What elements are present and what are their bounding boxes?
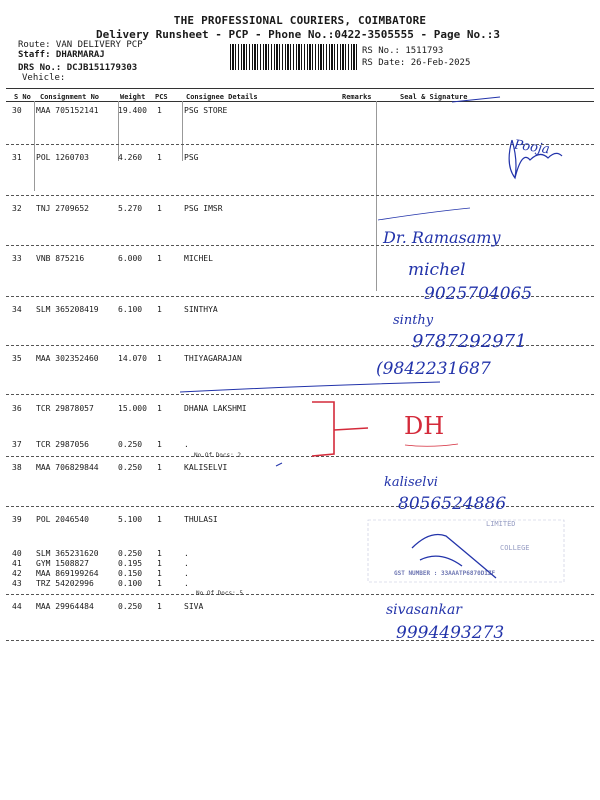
- row-weight: 15.000: [118, 404, 147, 413]
- row-consignment: POL 2046540: [36, 515, 89, 524]
- row-pcs: 1: [157, 602, 162, 611]
- row-weight: 5.100: [118, 515, 143, 524]
- row-consignee: .: [184, 440, 189, 449]
- row-weight: 14.070: [118, 354, 147, 363]
- row-pcs: 1: [157, 305, 162, 314]
- handwritten-signature: Dr. Ramasamy: [383, 228, 501, 247]
- handwritten-signature: Pooja: [513, 137, 551, 158]
- handwritten-name: sivasankar: [386, 602, 462, 618]
- ink-stroke: [378, 208, 470, 220]
- row-weight: 6.100: [118, 305, 143, 314]
- ink-stroke: [452, 97, 500, 102]
- col-remarks: Remarks: [342, 93, 372, 101]
- row-sno: 39: [12, 515, 22, 524]
- row-consignment: MAA 29964484: [36, 602, 94, 611]
- ink-stroke: [405, 444, 458, 446]
- row-sno: 35: [12, 354, 22, 363]
- row-sno: 32: [12, 204, 22, 213]
- col-seal-signature: Seal & Signature: [400, 93, 468, 101]
- row-consignment: GYM 1508827: [36, 559, 89, 568]
- rs-number: RS No.: 1511793: [362, 46, 444, 56]
- row-consignee: KALISELVI: [184, 463, 228, 472]
- handwritten-phone: 9787292971: [412, 331, 527, 352]
- stamp-gst-number: GST NUMBER : 33AAATP6870D1ZF: [394, 570, 496, 577]
- handwritten-phone: 9994493273: [396, 623, 505, 643]
- row-consignment: MAA 302352460: [36, 354, 99, 363]
- row-consignment: SLM 365208419: [36, 305, 99, 314]
- row-pcs: 1: [157, 404, 162, 413]
- row-sno: 43: [12, 579, 22, 588]
- col-sno: S No: [14, 93, 31, 101]
- row-consignment: MAA 869199264: [36, 569, 99, 578]
- row-weight: 0.150: [118, 569, 143, 578]
- row-weight: 19.400: [118, 106, 147, 115]
- row-consignment: POL 1260703: [36, 153, 89, 162]
- handwritten-mark: DH: [404, 412, 445, 440]
- staff-label: Staff: DHARMARAJ: [18, 50, 105, 60]
- row-consignment: SLM 365231620: [36, 549, 99, 558]
- row-sno: 37: [12, 440, 22, 449]
- row-sno: 41: [12, 559, 22, 568]
- row-pcs: 1: [157, 106, 162, 115]
- row-consignee: THULASI: [184, 515, 218, 524]
- handwritten-name: michel: [408, 260, 466, 280]
- row-sno: 36: [12, 404, 22, 413]
- row-pcs: 1: [157, 579, 162, 588]
- row-consignee: DHANA LAKSHMI: [184, 404, 247, 413]
- route-label: Route: VAN DELIVERY PCP: [18, 40, 143, 50]
- row-consignment: MAA 705152141: [36, 106, 99, 115]
- handwritten-name: kaliselvi: [384, 475, 438, 490]
- row-weight: 5.270: [118, 204, 143, 213]
- row-consignee: .: [184, 549, 189, 558]
- row-consignee: .: [184, 559, 189, 568]
- row-sno: 40: [12, 549, 22, 558]
- ink-stroke: [180, 382, 440, 392]
- row-weight: 0.100: [118, 579, 143, 588]
- row-sno: 38: [12, 463, 22, 472]
- handwritten-phone: 8056524886: [398, 494, 507, 514]
- row-consignment: TNJ 2709652: [36, 204, 89, 213]
- drs-number: DRS No.: DCJB151179303: [18, 63, 138, 73]
- row-consignee: SIVA: [184, 602, 204, 611]
- handwritten-name: sinthy: [393, 313, 434, 328]
- row-consignment: MAA 706829844: [36, 463, 99, 472]
- ink-stroke: [276, 463, 282, 466]
- row-consignee: PSG: [184, 153, 199, 162]
- col-weight: Weight: [120, 93, 146, 101]
- rs-date: RS Date: 26-Feb-2025: [362, 58, 471, 68]
- row-consignment: VNB 875216: [36, 254, 85, 263]
- row-sno: 33: [12, 254, 22, 263]
- row-sno: 42: [12, 569, 22, 578]
- row-pcs: 1: [157, 354, 162, 363]
- row-consignee: SINTHYA: [184, 305, 218, 314]
- docs-count-note: No.Of Docs: 5: [196, 590, 243, 597]
- row-pcs: 1: [157, 153, 162, 162]
- row-weight: 0.250: [118, 549, 143, 558]
- row-weight: 0.250: [118, 440, 143, 449]
- row-consignment: TCR 29878057: [36, 404, 94, 413]
- col-consignment: Consignment No: [40, 93, 100, 101]
- row-pcs: 1: [157, 463, 162, 472]
- col-pcs: PCS: [155, 93, 168, 101]
- row-consignment: TCR 2987056: [36, 440, 89, 449]
- row-pcs: 1: [157, 515, 162, 524]
- row-pcs: 1: [157, 549, 162, 558]
- row-consignee: THIYAGARAJAN: [184, 354, 242, 363]
- row-consignee: .: [184, 579, 189, 588]
- row-weight: 0.195: [118, 559, 143, 568]
- row-pcs: 1: [157, 204, 162, 213]
- row-weight: 4.260: [118, 153, 143, 162]
- row-consignee: PSG STORE: [184, 106, 228, 115]
- row-sno: 44: [12, 602, 22, 611]
- row-consignee: PSG IMSR: [184, 204, 223, 213]
- row-weight: 0.250: [118, 602, 143, 611]
- row-consignee: .: [184, 569, 189, 578]
- col-consignee: Consignee Details: [186, 93, 258, 101]
- stamp-text: COLLEGE: [500, 544, 530, 552]
- row-sno: 31: [12, 153, 22, 162]
- row-consignee: MICHEL: [184, 254, 213, 263]
- row-sno: 34: [12, 305, 22, 314]
- row-pcs: 1: [157, 254, 162, 263]
- row-pcs: 1: [157, 569, 162, 578]
- handwritten-phone: 9025704065: [424, 284, 533, 304]
- row-weight: 6.000: [118, 254, 143, 263]
- vehicle-label: Vehicle:: [22, 73, 66, 83]
- runsheet-subtitle: Delivery Runsheet - PCP - Phone No.:0422-3505555 - Page No.:3: [96, 28, 500, 41]
- docs-count-note: No.Of Docs: 2: [194, 452, 241, 459]
- handwritten-note: (9842231687: [376, 359, 491, 379]
- row-weight: 0.250: [118, 463, 143, 472]
- stamp-text: LIMITED: [486, 520, 516, 528]
- row-pcs: 1: [157, 559, 162, 568]
- row-pcs: 1: [157, 440, 162, 449]
- row-sno: 30: [12, 106, 22, 115]
- row-consignment: TRZ 54202996: [36, 579, 94, 588]
- red-bracket-mark: [312, 402, 368, 456]
- company-title: THE PROFESSIONAL COURIERS, COIMBATORE: [173, 14, 427, 27]
